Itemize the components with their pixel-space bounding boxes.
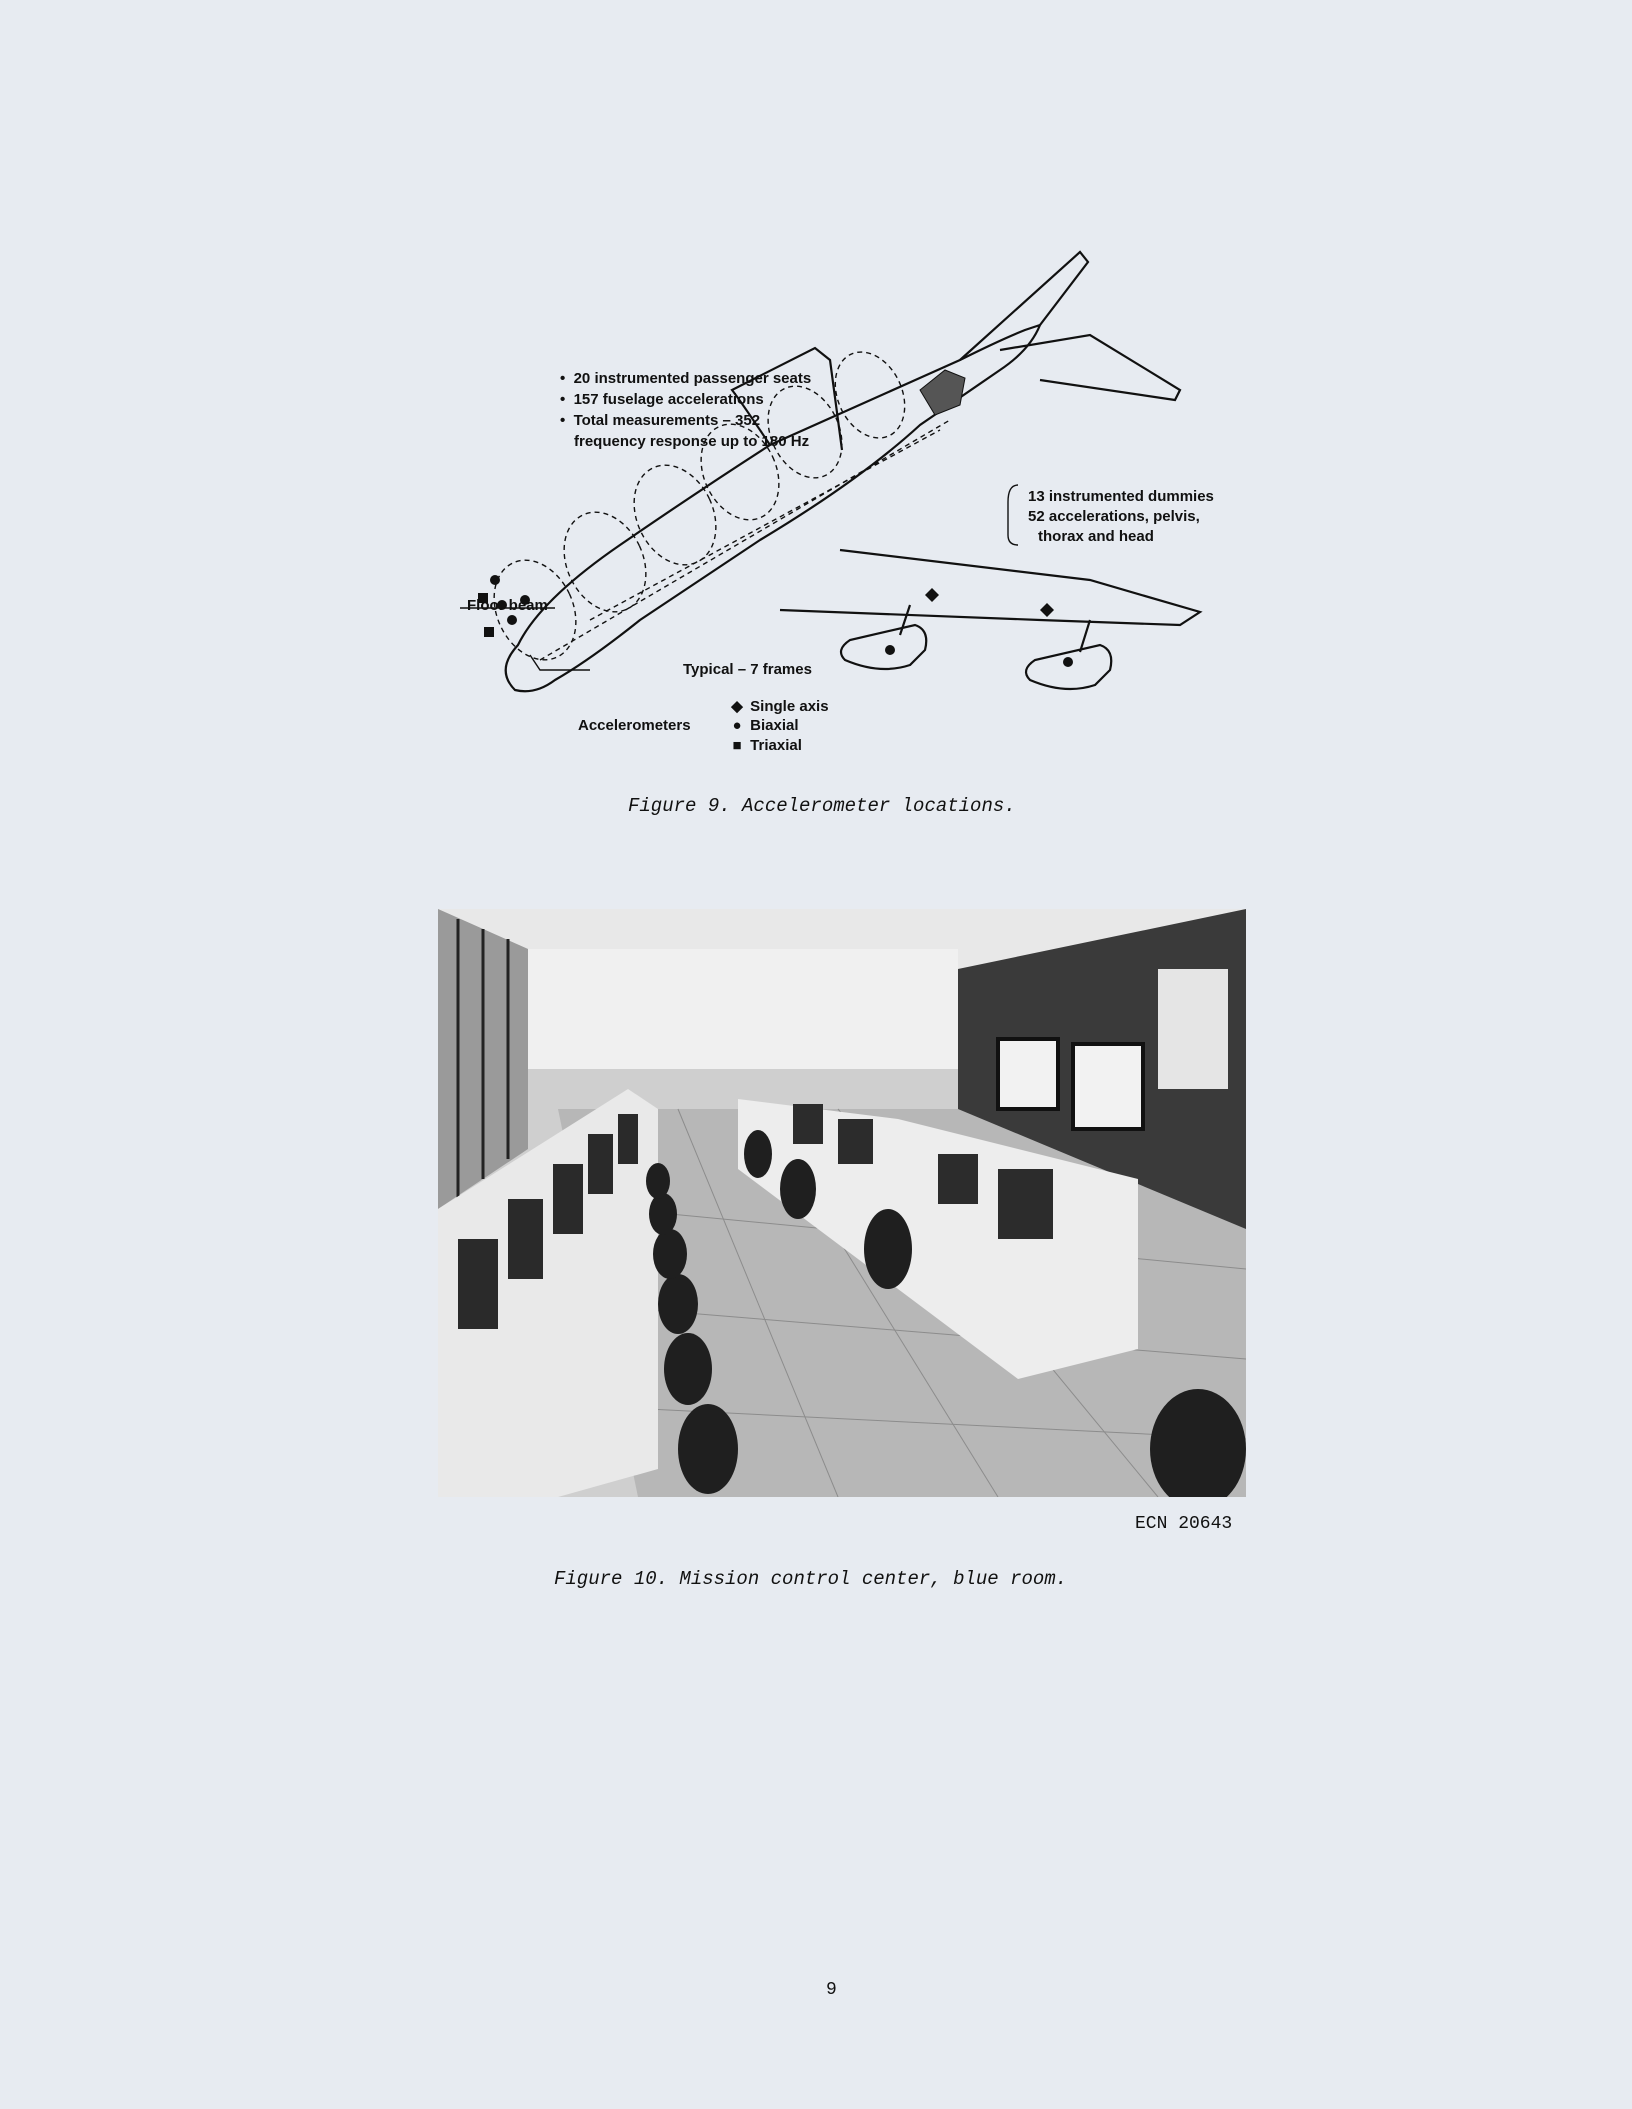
bullet-item: • 157 fuselage accelerations	[560, 391, 764, 408]
square-icon: ■	[732, 737, 742, 754]
legend-item-single-axis: ◆ Single axis	[728, 697, 829, 715]
figure-10-caption: Figure 10. Mission control center, blue room.	[554, 1568, 1068, 1590]
dummies-line: thorax and head	[1038, 528, 1154, 545]
figure-9-bullet-list	[560, 368, 811, 452]
control-room-photo	[438, 909, 1246, 1497]
photo-credit: ECN 20643	[1135, 1514, 1233, 1534]
figure-9-caption: Figure 9. Accelerometer locations.	[628, 795, 1016, 817]
dummies-line: 13 instrumented dummies	[1028, 488, 1214, 505]
diamond-icon: ◆	[731, 698, 743, 715]
figure-10-photograph	[438, 909, 1246, 1497]
legend-item-biaxial: ● Biaxial	[728, 717, 799, 734]
bullet-continuation: frequency response up to 180 Hz	[574, 433, 810, 450]
bullet-item: • Total measurements – 352	[560, 412, 761, 429]
typical-frames-label: Typical – 7 frames	[683, 661, 812, 678]
page-number: 9	[826, 1980, 837, 2000]
accelerometers-label: Accelerometers	[578, 717, 691, 734]
legend-item-triaxial: ■ Triaxial	[728, 737, 802, 754]
dummies-annotation	[1028, 487, 1214, 547]
bullet-item: • 20 instrumented passenger seats	[560, 370, 812, 387]
circle-icon: ●	[732, 717, 742, 734]
dummies-line: 52 accelerations, pelvis,	[1028, 508, 1200, 525]
floor-beam-label: Floor beam	[467, 597, 548, 614]
